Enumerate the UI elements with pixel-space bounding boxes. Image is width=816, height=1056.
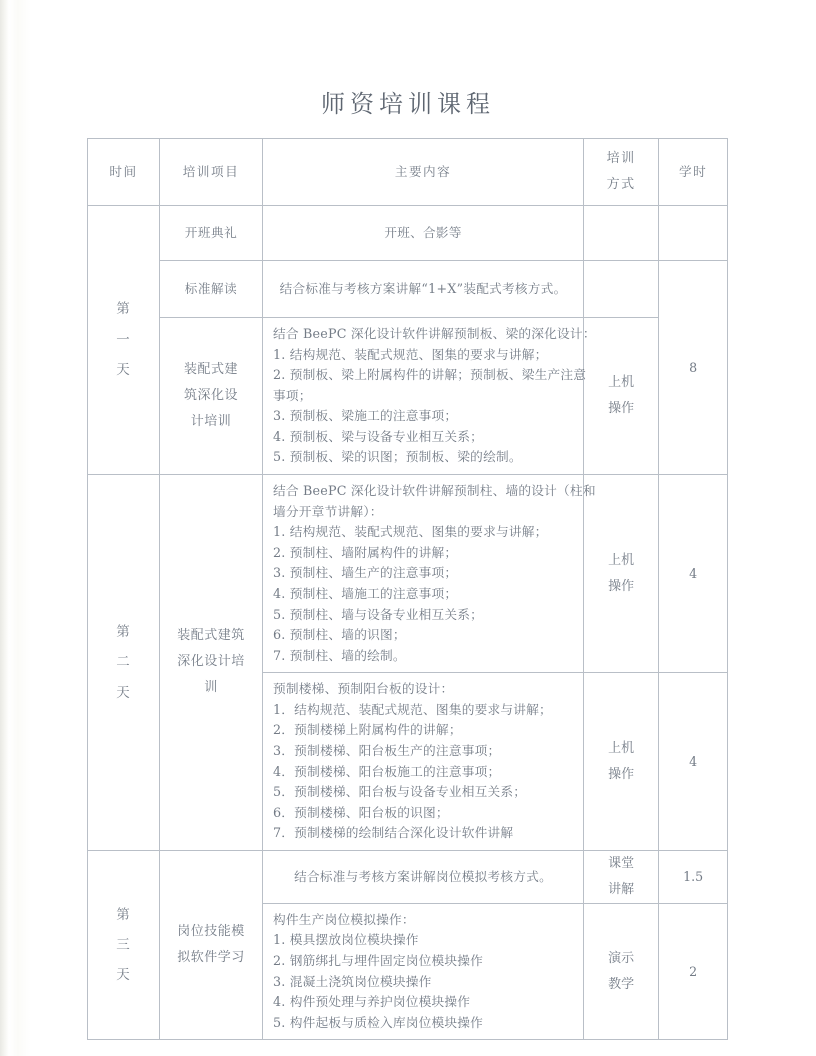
method-line: 上机 [608, 375, 635, 391]
hours-cell: 2 [659, 903, 728, 1039]
method-cell [584, 850, 659, 903]
hours-cell: 4 [659, 673, 728, 851]
method-line: 讲解 [608, 881, 635, 897]
hours-cell: 8 [659, 261, 728, 475]
item-line: 装配式建筑 [177, 628, 245, 644]
day-char: 第 [116, 623, 131, 640]
hours-cell: 4 [659, 475, 728, 673]
content-line: 2. 预制板、梁上附属构件的讲解；预制板、梁生产注意 [273, 367, 587, 383]
method-cell [584, 673, 659, 851]
content-line: 7. 预制柱、墙的绘制。 [273, 647, 406, 663]
day-char: 二 [116, 654, 131, 671]
content-line: 事项； [273, 387, 312, 403]
hours-cell: 1.5 [659, 850, 728, 903]
content-line: 1．结构规范、装配式规范、图集的要求与讲解； [273, 701, 552, 717]
content-line: 3. 预制柱、墙生产的注意事项； [273, 565, 458, 581]
content-line: 6. 预制柱、墙的识图； [273, 627, 406, 643]
method-cell [584, 206, 659, 261]
content-cell [263, 475, 596, 673]
hours-cell [659, 206, 728, 261]
header-method-line1: 培训 [606, 151, 636, 166]
training-item: 开班典礼 [159, 206, 262, 261]
day-char: 天 [116, 362, 131, 379]
header-time: 时间 [88, 139, 160, 206]
content-line: 4. 预制板、梁与设备专业相互关系； [273, 428, 484, 444]
content-line: 2. 钢筋绑扎与埋件固定岗位模块操作 [273, 953, 484, 969]
table-row [88, 206, 728, 261]
content-line: 1. 结构规范、装配式规范、图集的要求与讲解； [273, 346, 548, 362]
table-row [88, 475, 728, 673]
method-line: 上机 [608, 740, 635, 756]
method-line: 上机 [608, 552, 635, 568]
day-char: 天 [116, 967, 131, 984]
table-row [88, 318, 728, 475]
method-cell [584, 903, 659, 1039]
item-line: 筑深化设 [183, 388, 238, 404]
content-line: 7．预制楼梯的绘制结合深化设计软件讲解 [273, 825, 514, 841]
content-line: 5. 预制板、梁的识图；预制板、梁的绘制。 [273, 449, 522, 465]
content-line: 结合 BeePC 深化设计软件讲解预制板、梁的深化设计： [273, 326, 596, 341]
table-header-row [88, 139, 728, 206]
header-method [584, 139, 659, 206]
content-cell [263, 903, 584, 1039]
content-line: 6．预制楼梯、阳台板的识图； [273, 804, 449, 820]
day-char: 天 [116, 684, 131, 701]
content-line: 5. 构件起板与质检入库岗位模块操作 [273, 1014, 484, 1030]
content-line: 3. 预制板、梁施工的注意事项； [273, 408, 458, 424]
content-line: 构件生产岗位模拟操作： [273, 911, 415, 927]
table-row [88, 850, 728, 903]
method-line: 演示 [608, 950, 635, 966]
content-text: 开班、合影等 [263, 206, 584, 261]
item-line: 训 [204, 680, 218, 696]
course-schedule-table [87, 138, 728, 1040]
content-line: 4．预制楼梯、阳台板施工的注意事项； [273, 763, 501, 779]
content-line: 4. 预制柱、墙施工的注意事项； [273, 585, 458, 601]
content-text: 结合标准与考核方案讲解岗位模拟考核方式。 [263, 850, 584, 903]
training-item: 标准解读 [159, 261, 262, 318]
content-line: 1. 结构规范、装配式规范、图集的要求与讲解； [273, 524, 548, 540]
content-line: 3．预制楼梯、阳台板生产的注意事项； [273, 742, 501, 758]
page-title: 师资培训课程 [321, 90, 495, 118]
content-line: 5．预制楼梯、阳台板与设备专业相互关系； [273, 784, 527, 800]
training-item [159, 850, 262, 1039]
header-content: 主要内容 [263, 139, 584, 206]
content-line: 预制楼梯、预制阳台板的设计： [273, 681, 454, 697]
method-cell [584, 475, 659, 673]
content-line: 墙分开章节讲解）： [273, 503, 383, 519]
content-line: 2．预制楼梯上附属构件的讲解； [273, 722, 462, 738]
content-text: 结合标准与考核方案讲解“1+X”装配式考核方式。 [263, 261, 584, 318]
method-line: 教学 [608, 976, 635, 992]
method-cell [584, 261, 659, 318]
content-cell [263, 673, 584, 851]
training-item [159, 475, 262, 851]
content-line: 结合 BeePC 深化设计软件讲解预制柱、墙的设计（柱和 [273, 483, 596, 499]
content-line: 3. 混凝土浇筑岗位模块操作 [273, 973, 432, 989]
content-line: 5. 预制柱、墙与设备专业相互关系； [273, 606, 484, 622]
day-cell-3 [88, 850, 160, 1039]
day-char: 一 [116, 331, 131, 348]
item-line: 装配式建 [183, 362, 238, 378]
day-char: 三 [116, 936, 131, 953]
content-cell [263, 318, 596, 475]
day-char: 第 [116, 301, 131, 318]
table-row [88, 261, 728, 318]
training-item [159, 318, 262, 475]
content-line: 2. 预制柱、墙附属构件的讲解； [273, 544, 458, 560]
method-cell [584, 318, 659, 475]
item-line: 深化设计培 [177, 654, 245, 670]
method-line: 操作 [608, 401, 635, 417]
method-line: 操作 [608, 766, 635, 782]
content-line: 1. 模具摆放岗位模块操作 [273, 932, 419, 948]
day-char: 第 [116, 906, 131, 923]
item-line: 岗位技能模 [177, 924, 245, 940]
item-line: 拟软件学习 [177, 950, 245, 966]
day-cell-2 [88, 475, 160, 851]
header-method-line2: 方式 [606, 177, 636, 192]
item-line: 计培训 [190, 414, 232, 430]
header-item: 培训项目 [159, 139, 262, 206]
content-line: 4. 构件预处理与养护岗位模块操作 [273, 994, 471, 1010]
method-line: 课堂 [608, 855, 635, 871]
day-cell-1 [88, 206, 160, 475]
header-hours: 学时 [659, 139, 728, 206]
method-line: 操作 [608, 578, 635, 594]
